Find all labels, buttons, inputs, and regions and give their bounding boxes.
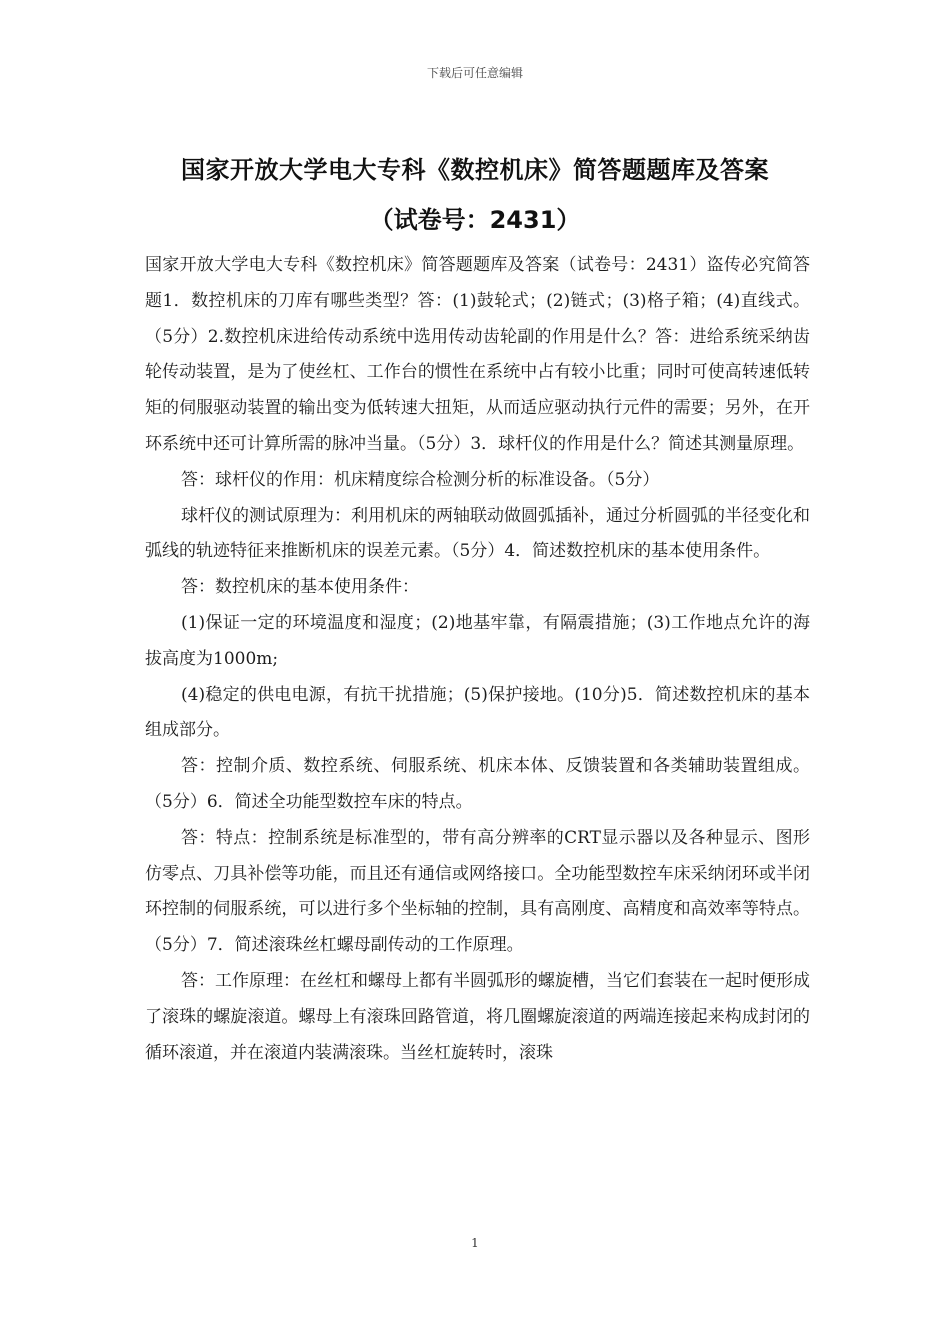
paragraph-answer-3a: 答：球杆仪的作用：机床精度综合检测分析的标准设备。（5分） [181, 469, 660, 490]
paragraph-answer-4: 答：数控机床的基本使用条件： [181, 577, 419, 598]
paragraph-answer-3b: 球杆仪的测试原理为：利用机床的两轴联动做圆弧插补，通过分析圆弧的半径变化和弧线的轨迹特征来推断机床的误差元素。（5分）4．简述数控机床的基本使用条件。 [145, 505, 810, 562]
document-subtitle: （试卷号：2431） [369, 206, 581, 234]
paragraph-answer-6: 答：特点：控制系统是标准型的，带有高分辨率的CRT显示器以及各种显示、图形仿零点、刀具补偿等功能，而且还有通信或网络接口。全功能型数控车床采纳闭环或半闭环控制的伺服系统，可以进行多个坐标轴的控制，具有高刚度、高精度和高效率等特点。（5分）7．简述滚珠丝杠螺母副传动的工作原理。 [145, 827, 810, 956]
paragraph-answer-4-items-a: (1)保证一定的环境温度和湿度；(2)地基牢靠，有隔震措施；(3)工作地点允许的海拔高度为1000m; [145, 612, 810, 669]
paragraph-answer-7: 答：工作原理：在丝杠和螺母上都有半圆弧形的螺旋槽，当它们套装在一起时便形成了滚珠的螺旋滚道。螺母上有滚珠回路管道，将几圈螺旋滚道的两端连接起来构成封闭的循环滚道，并在滚道内装满滚珠。当丝杠旋转时，滚珠 [145, 970, 810, 1063]
page-header: 下载后可任意编辑 [426, 66, 523, 80]
paragraph-answer-5: 答：控制介质、数控系统、伺服系统、机床本体、反馈装置和各类辅助装置组成。（5分）6．简述全功能型数控车床的特点。 [145, 756, 810, 812]
document-title: 国家开放大学电大专科《数控机床》简答题题库及答案 [181, 156, 769, 184]
document-body [145, 248, 810, 1071]
paragraph-intro: 国家开放大学电大专科《数控机床》简答题题库及答案（试卷号：2431）盗传必究简答题1．数控机床的刀库有哪些类型？答：(1)鼓轮式；(2)链式；(3)格子箱；(4)直线式。（5分）2.数控机床进给传动系统中选用传动齿轮副的作用是什么？答：进给系统采纳齿轮传动装置，是为了使丝杠、工作台的惯性在系统中占有较小比重；同时可使高转速低转矩的伺服驱动装置的输出变为低转速大扭矩，从而适应驱动执行元件的需要；另外，在开环系统中还可计算所需的脉冲当量。（5分）3．球杆仪的作用是什么？简述其测量原理。 [145, 255, 810, 454]
paragraph-answer-4-items-b: (4)稳定的供电电源，有抗干扰措施；(5)保护接地。(10分)5．简述数控机床的基本组成部分。 [145, 684, 810, 741]
page-number: 1 [471, 1236, 479, 1250]
